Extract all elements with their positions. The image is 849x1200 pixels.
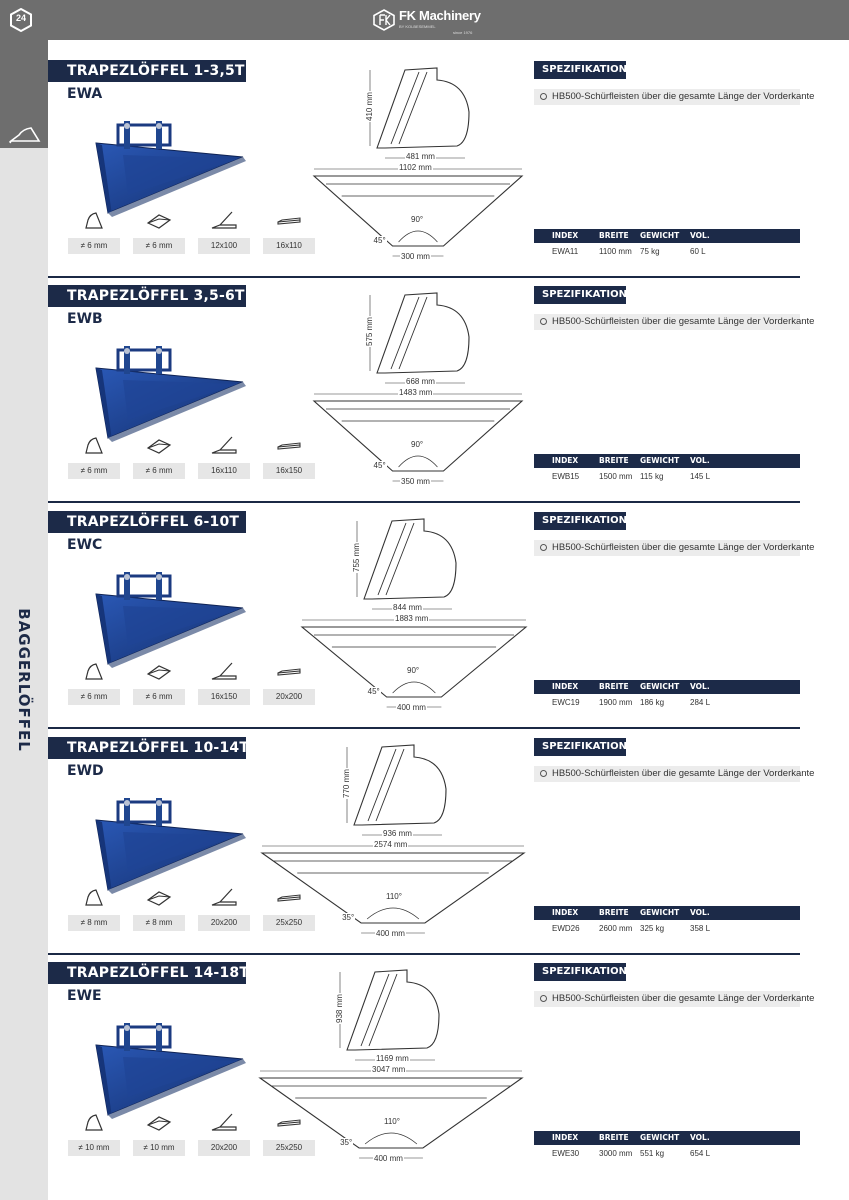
bucket-photo [88,320,258,450]
table-header-cell: VOL. [690,1133,710,1142]
width-label: 2574 mm [374,840,408,849]
angle-label: 90° [411,440,424,449]
feature-1 [68,433,120,479]
table-cell: EWB15 [552,472,580,481]
wear-strip-icon [275,433,303,457]
title-bar [48,962,250,984]
product-section-ewc [48,511,849,737]
product-title: TRAPEZLÖFFEL 3,5-6T [67,288,245,304]
sidebar-category-tab[interactable] [0,40,48,148]
feature-2 [133,1110,185,1156]
spec-title: SPEZIFIKATION [534,61,626,79]
product-code: EWD [67,763,104,779]
brand-since: since 1976 [453,30,473,35]
feature-value: 16x150 [198,689,250,705]
title-bar [48,60,246,82]
title-bar [48,285,246,307]
table-cell: 145 L [690,472,711,481]
wall-thickness-icon [80,885,108,909]
feature-2 [133,208,185,254]
cutting-edge-icon [210,1110,238,1134]
front-view-drawing [258,1062,524,1184]
spec-table-row [534,245,800,259]
table-header-cell: INDEX [552,456,579,465]
bucket-photo [88,997,258,1127]
width-label: 1483 mm [399,388,433,397]
feature-value: ≠ 6 mm [68,238,120,254]
feature-value: ≠ 6 mm [68,689,120,705]
table-cell: 186 kg [640,698,665,707]
spec-table-header [534,1131,800,1145]
spec-table-row [534,922,800,936]
feature-2 [133,433,185,479]
cutting-edge-icon [210,433,238,457]
product-title: TRAPEZLÖFFEL 1-3,5T [67,63,245,79]
spec-table-row [534,1147,800,1161]
feature-3 [198,433,250,479]
feature-value: 12x100 [198,238,250,254]
table-cell: 284 L [690,698,711,707]
bullet-icon [540,93,547,100]
side-angle-label: 45° [373,236,386,245]
floor-thickness-icon [145,433,173,457]
feature-1 [68,208,120,254]
spec-item-text: HB500-Schürfleisten über die gesamte Länge der Vorderkante [552,768,815,779]
width-label: 3047 mm [372,1065,406,1074]
angle-label: 110° [386,892,402,901]
feature-2 [133,885,185,931]
feature-value: 20x200 [198,1140,250,1156]
brand-subtitle: BY KOLBESEMMEL [399,24,436,29]
spec-title: SPEZIFIKATION [534,512,626,530]
table-cell: 1500 mm [599,472,633,481]
feature-4 [263,208,315,254]
front-view-drawing [260,837,526,959]
bullet-icon [540,995,547,1002]
product-title: TRAPEZLÖFFEL 6-10T [67,514,240,530]
brand-logo [373,7,483,35]
feature-value: ≠ 6 mm [133,689,185,705]
side-height-label: 410 mm [365,92,374,121]
side-profile-drawing [352,511,492,623]
bullet-icon [540,544,547,551]
feature-3 [198,208,250,254]
side-profile-drawing [335,962,475,1074]
cutting-edge-icon [210,659,238,683]
wall-thickness-icon [80,208,108,232]
section-divider [48,953,800,955]
section-divider [48,501,800,503]
table-cell: 115 kg [640,472,664,481]
spec-title: SPEZIFIKATION [534,963,626,981]
page-number: 24 [15,13,26,23]
spec-table-row [534,470,800,484]
table-cell: EWA11 [552,247,579,256]
feature-value: 25x250 [263,915,315,931]
bottom-width-label: 400 mm [374,1154,403,1163]
feature-1 [68,1110,120,1156]
table-header-cell: VOL. [690,231,710,240]
wall-thickness-icon [80,659,108,683]
table-cell: 3000 mm [599,1149,633,1158]
bottom-width-label: 400 mm [376,929,405,938]
side-profile-drawing [365,285,505,397]
spec-table-header [534,454,800,468]
feature-3 [198,1110,250,1156]
side-depth-label: 936 mm [383,829,412,838]
feature-value: 25x250 [263,1140,315,1156]
width-label: 1102 mm [399,163,432,172]
floor-thickness-icon [145,208,173,232]
brand-name: FK Machinery [399,8,481,23]
bullet-icon [540,318,547,325]
feature-value: ≠ 10 mm [68,1140,120,1156]
table-header-cell: INDEX [552,908,579,917]
page-number-badge [10,8,32,32]
wall-thickness-icon [80,1110,108,1134]
spec-item-text: HB500-Schürfleisten über die gesamte Länge der Vorderkante [552,91,815,102]
feature-value: 16x110 [198,463,250,479]
product-code: EWE [67,988,102,1004]
spec-title: SPEZIFIKATION [534,286,626,304]
table-header-cell: VOL. [690,908,710,917]
product-code: EWA [67,86,103,102]
product-section-ewd [48,737,849,963]
side-angle-label: 35° [340,1138,353,1147]
bottom-width-label: 400 mm [397,703,426,712]
spec-item [534,314,815,330]
table-header-cell: GEWICHT [640,231,680,240]
side-angle-label: 45° [367,687,380,696]
side-depth-label: 481 mm [406,152,435,161]
feature-2 [133,659,185,705]
bucket-photo [88,772,258,902]
section-divider [48,276,800,278]
front-view-drawing [312,160,524,282]
spec-table-header [534,680,800,694]
feature-3 [198,659,250,705]
product-section-ewa [48,60,849,286]
spec-table-row [534,696,800,710]
feature-value: ≠ 6 mm [68,463,120,479]
angle-label: 90° [411,215,424,224]
spec-item-text: HB500-Schürfleisten über die gesamte Länge der Vorderkante [552,542,815,553]
angle-label: 110° [384,1117,400,1126]
table-cell: 2600 mm [599,924,633,933]
product-section-ewb [48,285,849,511]
wear-strip-icon [275,659,303,683]
feature-value: ≠ 10 mm [133,1140,185,1156]
bucket-icon [9,125,41,145]
floor-thickness-icon [145,1110,173,1134]
side-depth-label: 1169 mm [376,1054,409,1063]
feature-value: ≠ 8 mm [133,915,185,931]
spec-table-header [534,229,800,243]
spec-item [534,766,815,782]
table-cell: EWC19 [552,698,580,707]
feature-1 [68,659,120,705]
table-header-cell: BREITE [599,1133,629,1142]
table-header-cell: BREITE [599,231,629,240]
table-header-cell: BREITE [599,682,629,691]
bucket-photo [88,546,258,676]
table-header-cell: INDEX [552,231,579,240]
spec-table-header [534,906,800,920]
side-height-label: 938 mm [335,994,344,1023]
floor-thickness-icon [145,659,173,683]
feature-value: 20x200 [198,915,250,931]
table-header-cell: GEWICHT [640,456,680,465]
table-cell: 325 kg [640,924,665,933]
product-title: TRAPEZLÖFFEL 14-18T [67,965,250,981]
feature-3 [198,885,250,931]
side-angle-label: 35° [342,913,355,922]
feature-4 [263,433,315,479]
spec-item [534,991,815,1007]
spec-title: SPEZIFIKATION [534,738,626,756]
table-header-cell: GEWICHT [640,1133,680,1142]
table-cell: 358 L [690,924,711,933]
front-view-drawing [300,611,528,733]
table-header-cell: BREITE [599,908,629,917]
product-code: EWB [67,311,103,327]
sidebar-category-label: BAGGERLÖFFEL [15,608,33,752]
feature-value: ≠ 6 mm [133,238,185,254]
feature-value: 16x110 [263,238,315,254]
bullet-icon [540,770,547,777]
bucket-photo [88,95,258,225]
side-profile-drawing [342,737,482,849]
table-header-cell: BREITE [599,456,629,465]
table-header-cell: VOL. [690,682,710,691]
floor-thickness-icon [145,885,173,909]
front-view-drawing [312,385,524,507]
spec-item [534,89,815,105]
bottom-width-label: 350 mm [401,477,430,486]
side-height-label: 575 mm [365,317,374,346]
section-divider [48,727,800,729]
table-cell: 60 L [690,247,706,256]
header-bar [0,0,849,40]
side-height-label: 770 mm [342,769,351,798]
table-header-cell: INDEX [552,682,579,691]
table-cell: 551 kg [640,1149,665,1158]
spec-item-text: HB500-Schürfleisten über die gesamte Länge der Vorderkante [552,316,815,327]
spec-item [534,540,815,556]
table-header-cell: VOL. [690,456,710,465]
feature-1 [68,885,120,931]
cutting-edge-icon [210,885,238,909]
wear-strip-icon [275,208,303,232]
table-header-cell: GEWICHT [640,908,680,917]
side-height-label: 755 mm [352,543,361,572]
angle-label: 90° [407,666,420,675]
spec-item-text: HB500-Schürfleisten über die gesamte Länge der Vorderkante [552,993,815,1004]
table-cell: 1900 mm [599,698,633,707]
cutting-edge-icon [210,208,238,232]
table-cell: EWD26 [552,924,580,933]
logo-mark-icon [373,9,395,31]
side-depth-label: 668 mm [406,377,435,386]
wall-thickness-icon [80,433,108,457]
table-cell: EWE30 [552,1149,580,1158]
side-depth-label: 844 mm [393,603,422,612]
product-section-ewe [48,962,849,1188]
bottom-width-label: 300 mm [401,252,430,261]
product-title: TRAPEZLÖFFEL 10-14T [67,740,250,756]
feature-value: ≠ 8 mm [68,915,120,931]
table-cell: 75 kg [640,247,660,256]
table-header-cell: GEWICHT [640,682,680,691]
side-angle-label: 45° [373,461,386,470]
width-label: 1883 mm [395,614,429,623]
side-profile-drawing [365,60,505,172]
table-header-cell: INDEX [552,1133,579,1142]
title-bar [48,737,250,759]
feature-value: ≠ 6 mm [133,463,185,479]
table-cell: 654 L [690,1149,711,1158]
feature-value: 16x150 [263,463,315,479]
table-cell: 1100 mm [599,247,632,256]
feature-value: 20x200 [263,689,315,705]
title-bar [48,511,246,533]
product-code: EWC [67,537,103,553]
